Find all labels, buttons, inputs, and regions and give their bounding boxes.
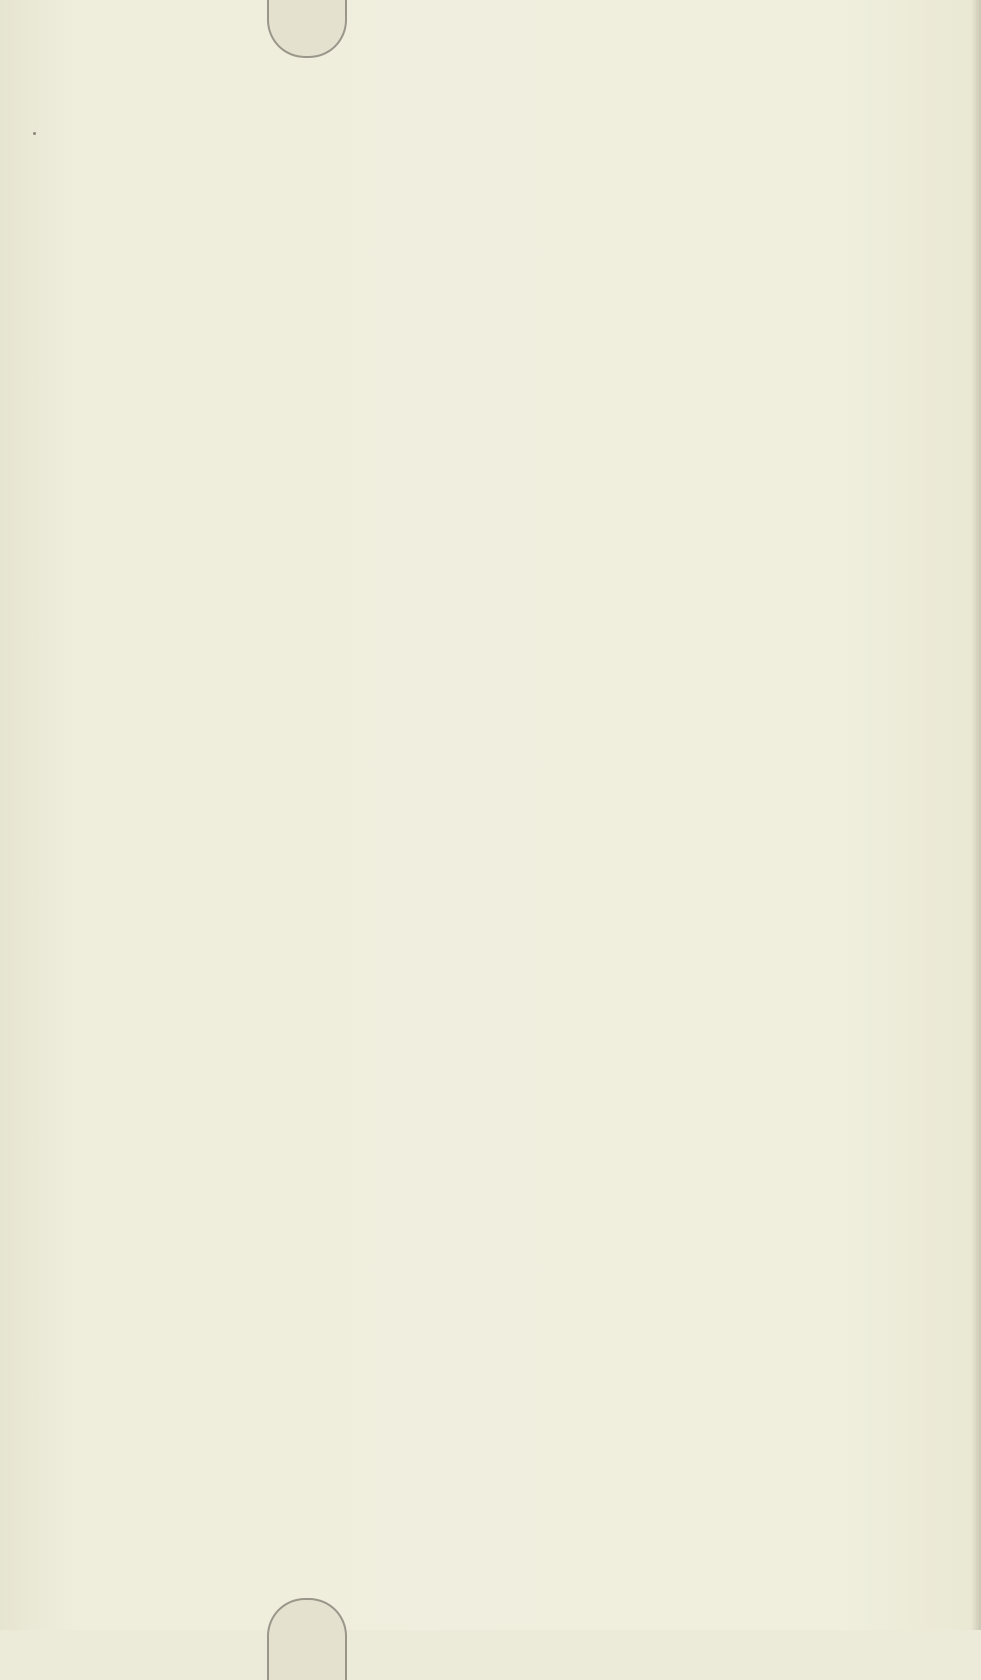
- page-edge-shadow: [971, 0, 981, 1630]
- margin-mark: [33, 132, 36, 135]
- binding-hole-top: [267, 0, 347, 58]
- entry-heading-line: [88, 795, 904, 831]
- binding-hole-bottom: [267, 1598, 347, 1680]
- main-biography-entry: [88, 795, 904, 831]
